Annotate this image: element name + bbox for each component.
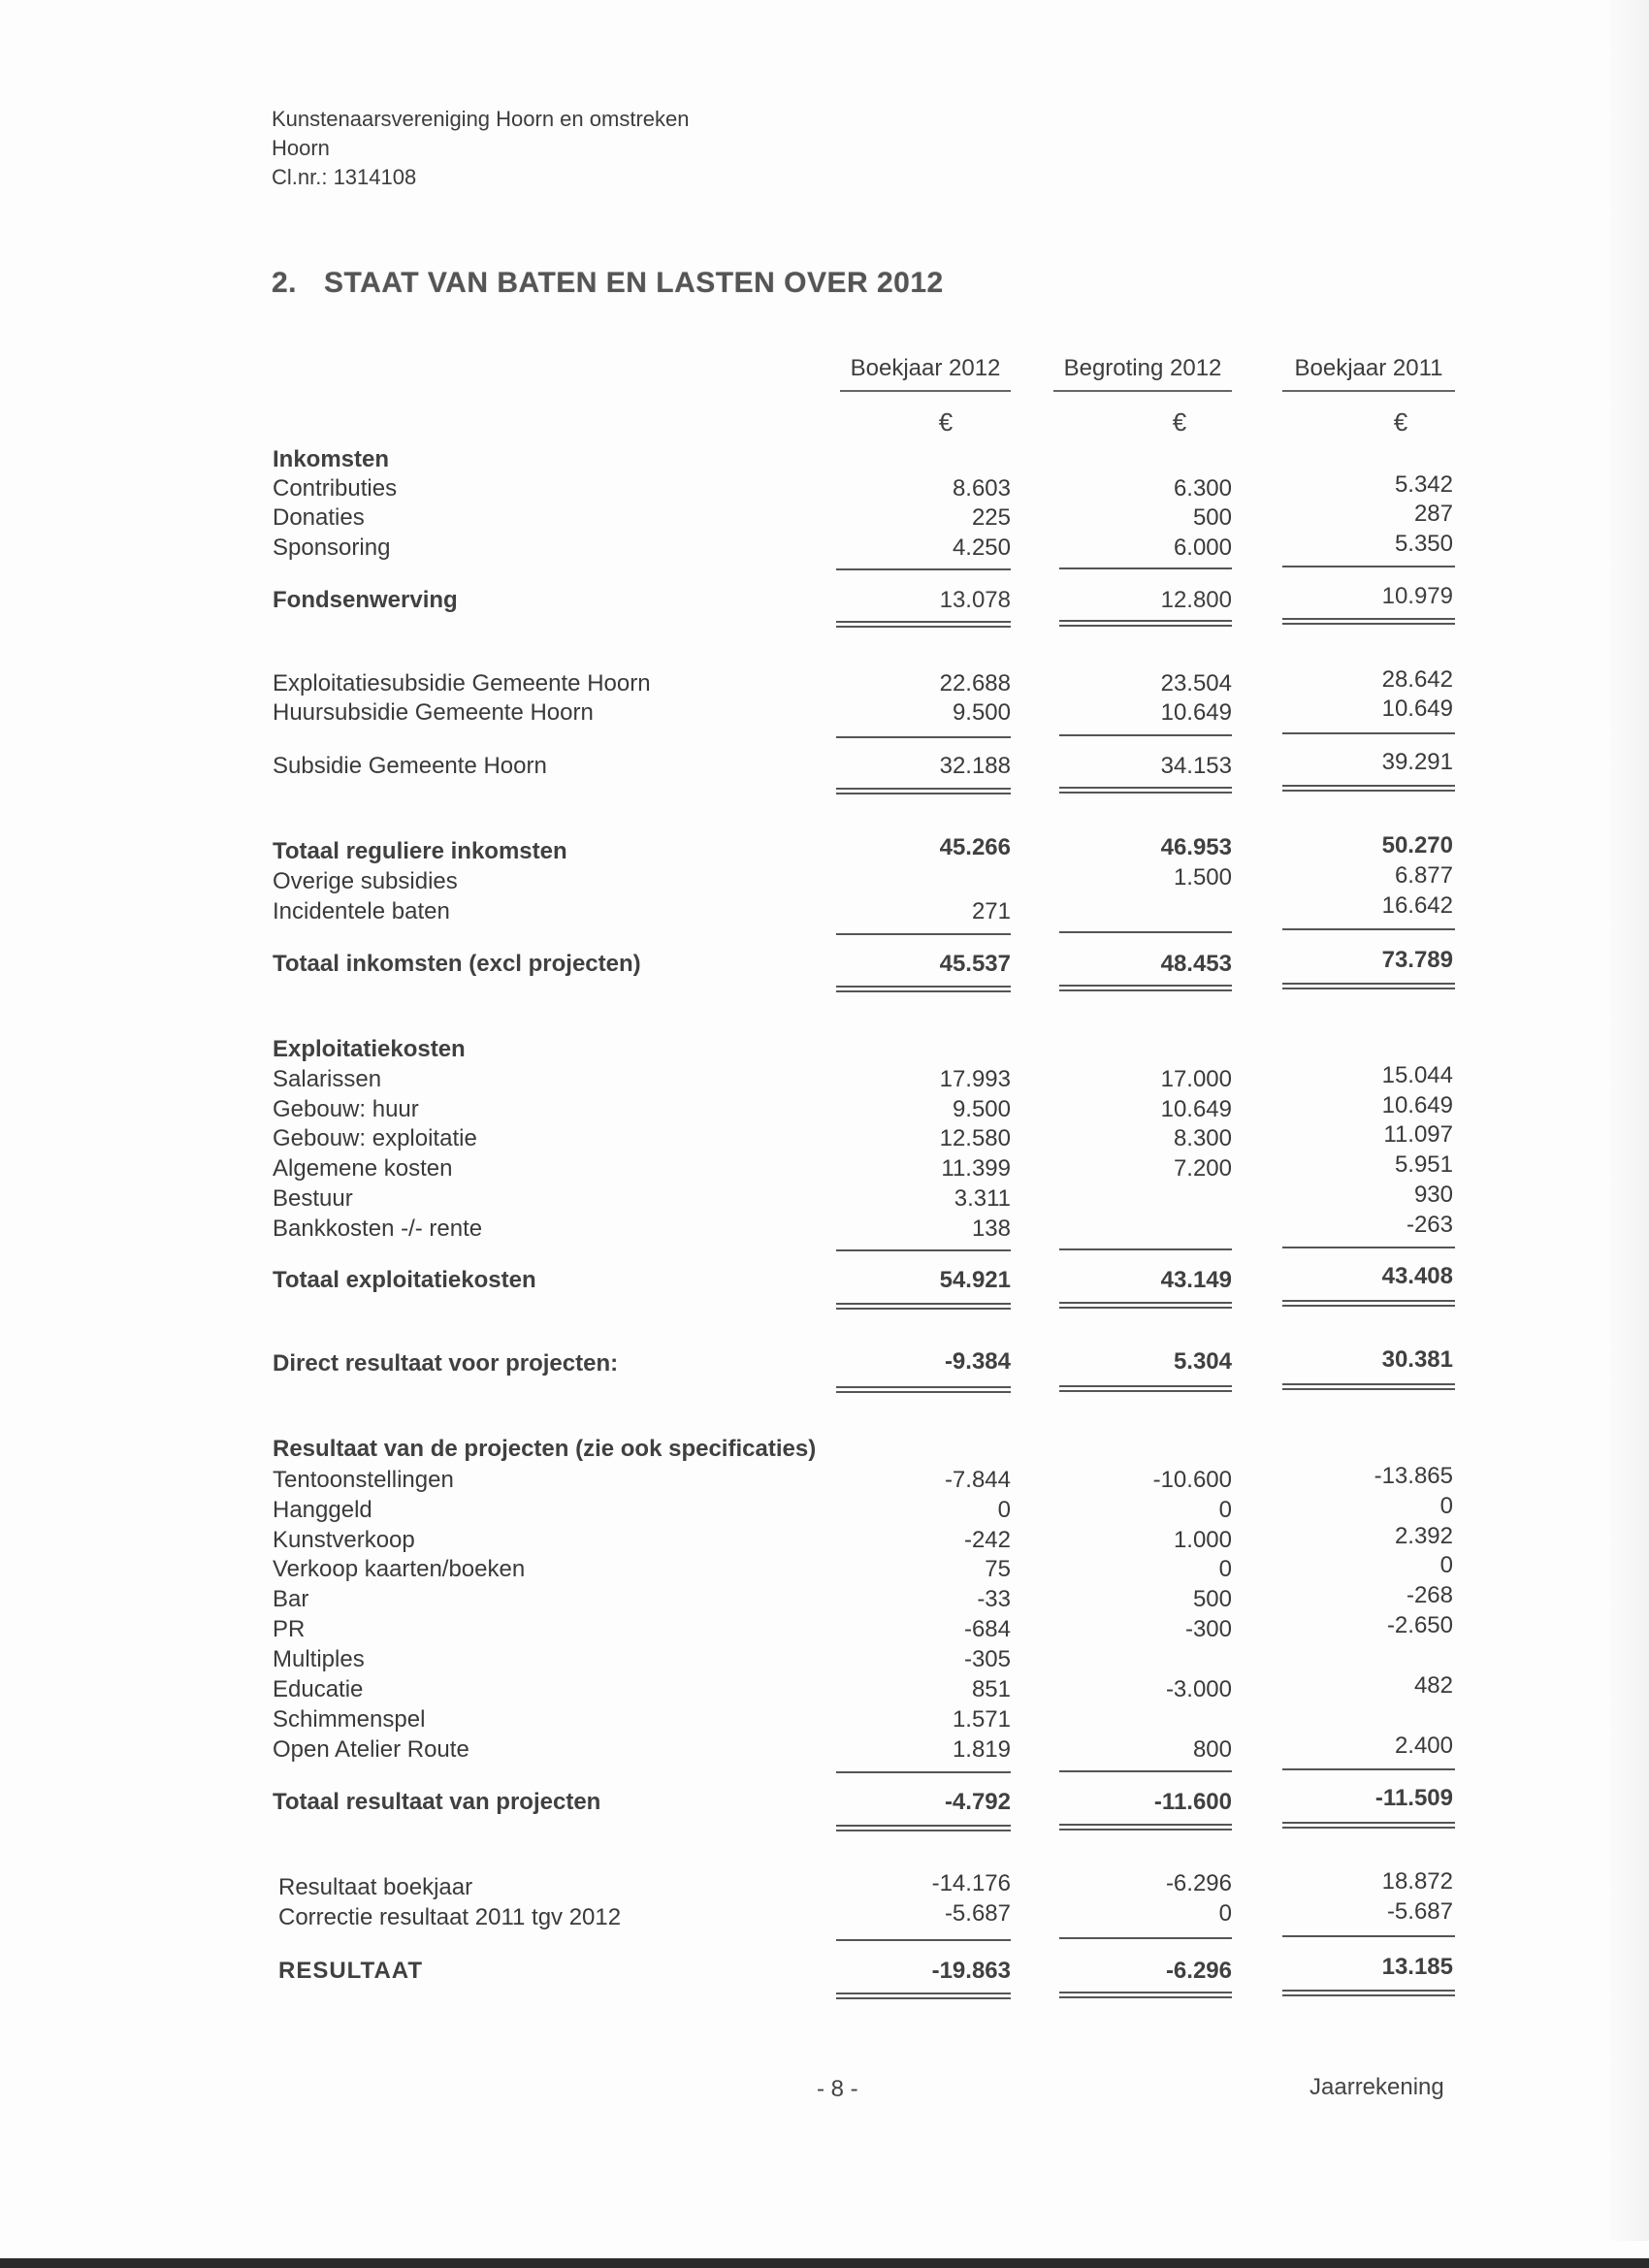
subtotal-line (1059, 1937, 1232, 1939)
table-row: Huursubsidie Gemeente Hoorn 9.500 10.649 10.649 (273, 696, 1453, 726)
organization-city: Hoorn (272, 136, 330, 160)
total-double-line (836, 1386, 1011, 1393)
table-row: Salarissen 17.993 17.000 15.044 (273, 1062, 1453, 1092)
total-double-line (1059, 985, 1232, 991)
subtotal-line (1282, 1935, 1455, 1937)
table-row: Open Atelier Route 1.819 800 2.400 (273, 1733, 1453, 1763)
total-double-line (1282, 1822, 1455, 1829)
table-row: Multiples -305 (273, 1646, 1011, 1672)
subtotal-line (1282, 732, 1455, 734)
column-header-boekjaar-2011: Boekjaar 2011 (1282, 355, 1455, 392)
total-double-line (1282, 1990, 1455, 1996)
total-double-line (1059, 1302, 1232, 1309)
subtotal-line (1059, 1770, 1232, 1772)
table-row-direct-resultaat: Direct resultaat voor projecten: -9.384 5.304 30.381 (273, 1346, 1453, 1377)
table-row-totaal-exploitatiekosten: Totaal exploitatiekosten 54.921 43.149 43.408 (273, 1263, 1453, 1293)
currency-symbol: € (1393, 407, 1408, 437)
client-number: Cl.nr.: 1314108 (272, 165, 417, 189)
total-double-line (1059, 1824, 1232, 1831)
table-row: Exploitatiesubsidie Gemeente Hoorn 22.688 23.504 28.642 (273, 666, 1453, 697)
table-row-totaal-inkomsten: Totaal inkomsten (excl projecten) 45.537 48.453 73.789 (273, 947, 1453, 977)
table-row: Kunstverkoop -242 1.000 2.392 (273, 1523, 1453, 1553)
subtotal-line (1059, 567, 1232, 569)
table-row: Correctie resultaat 2011 tgv 2012 -5.687 0 -5.687 (278, 1898, 1453, 1930)
table-row-fondsenwerving: Fondsenwerving 13.078 12.800 10.979 (273, 583, 1453, 613)
table-row: Bestuur 3.311 930 (273, 1182, 1453, 1212)
document-header (272, 105, 689, 192)
table-row: Donaties 225 500 287 (273, 501, 1453, 531)
subtotal-line (836, 1939, 1011, 1941)
subtotal-line (836, 933, 1011, 935)
table-row: Sponsoring 4.250 6.000 5.350 (273, 531, 1453, 561)
total-double-line (1059, 620, 1232, 627)
subtotal-line (1282, 1768, 1455, 1770)
table-row-inkomsten-heading: Inkomsten (273, 446, 390, 472)
total-double-line (1282, 785, 1455, 792)
subtotal-line (1282, 1247, 1455, 1248)
total-double-line (1059, 1992, 1232, 1998)
table-row: Bankkosten -/- rente 138 -263 (273, 1212, 1453, 1242)
table-row-exploitatiekosten-heading: Exploitatiekosten (273, 1036, 466, 1062)
scan-edge-bar (0, 2258, 1649, 2268)
subtotal-line (1059, 931, 1232, 933)
table-row-totaal-reguliere-inkomsten: Totaal reguliere inkomsten 45.266 46.953 50.270 (273, 832, 1453, 864)
organization-name: Kunstenaarsvereniging Hoorn en omstreken (272, 107, 690, 131)
section-title: STAAT VAN BATEN EN LASTEN OVER 2012 (324, 267, 944, 299)
table-row-totaal-projecten: Totaal resultaat van projecten -4.792 -11.600 -11.509 (273, 1785, 1453, 1815)
table-row: Educatie 851 -3.000 482 (273, 1672, 1453, 1702)
total-double-line (836, 1825, 1011, 1831)
subtotal-line (1059, 1248, 1232, 1250)
table-row: Algemene kosten 11.399 7.200 5.951 (273, 1151, 1453, 1182)
total-double-line (1282, 618, 1455, 625)
table-row: Bar -33 500 -268 (273, 1582, 1453, 1612)
subtotal-line (836, 736, 1011, 738)
table-row-projecten-heading: Resultaat van de projecten (zie ook specificaties) (273, 1436, 817, 1462)
subtotal-line (1059, 734, 1232, 736)
table-row: Gebouw: exploitatie 12.580 8.300 11.097 (273, 1121, 1453, 1151)
document-name: Jaarrekening (1310, 2074, 1444, 2100)
subtotal-line (1282, 928, 1455, 930)
subtotal-line (836, 1249, 1011, 1251)
total-double-line (1059, 1385, 1232, 1392)
total-double-line (1282, 1300, 1455, 1307)
subtotal-line (1282, 566, 1455, 567)
header-underline (1282, 390, 1455, 392)
section-number: 2. (272, 267, 298, 299)
total-double-line (836, 1993, 1011, 1999)
table-row-resultaat: RESULTAAT -19.863 -6.296 13.185 (278, 1954, 1453, 1984)
page-title (272, 267, 944, 300)
table-row: Overige subsidies 1.500 6.877 (273, 862, 1453, 894)
table-row: Tentoonstellingen -7.844 -10.600 -13.865 (273, 1463, 1453, 1493)
subtotal-line (836, 568, 1011, 570)
total-double-line (836, 986, 1011, 992)
page-number: - 8 - (817, 2076, 858, 2102)
table-row: Hanggeld 0 0 0 (273, 1493, 1453, 1523)
header-underline (1053, 390, 1232, 392)
currency-symbol: € (938, 407, 954, 437)
table-row: Schimmenspel 1.571 (273, 1706, 1011, 1733)
table-row: Contributies 8.603 6.300 5.342 (273, 471, 1453, 502)
total-double-line (1282, 1383, 1455, 1390)
total-double-line (1282, 983, 1455, 989)
subtotal-line (836, 1771, 1011, 1773)
table-row: Gebouw: huur 9.500 10.649 10.649 (273, 1092, 1453, 1122)
column-header-begroting-2012: Begroting 2012 (1053, 355, 1232, 392)
total-double-line (836, 788, 1011, 794)
header-underline (840, 390, 1011, 392)
table-row-subsidie-gemeente: Subsidie Gemeente Hoorn 32.188 34.153 39.291 (273, 749, 1453, 779)
table-row: Verkoop kaarten/boeken 75 0 0 (273, 1552, 1453, 1582)
total-double-line (836, 621, 1011, 628)
currency-symbol: € (1172, 407, 1187, 437)
total-double-line (1059, 787, 1232, 794)
column-header-boekjaar-2012: Boekjaar 2012 (840, 355, 1011, 392)
total-double-line (836, 1303, 1011, 1310)
table-row: Incidentele baten 271 16.642 (273, 892, 1453, 924)
table-row: PR -684 -300 -2.650 (273, 1612, 1453, 1642)
table-row: Resultaat boekjaar -14.176 -6.296 18.872 (278, 1868, 1453, 1900)
